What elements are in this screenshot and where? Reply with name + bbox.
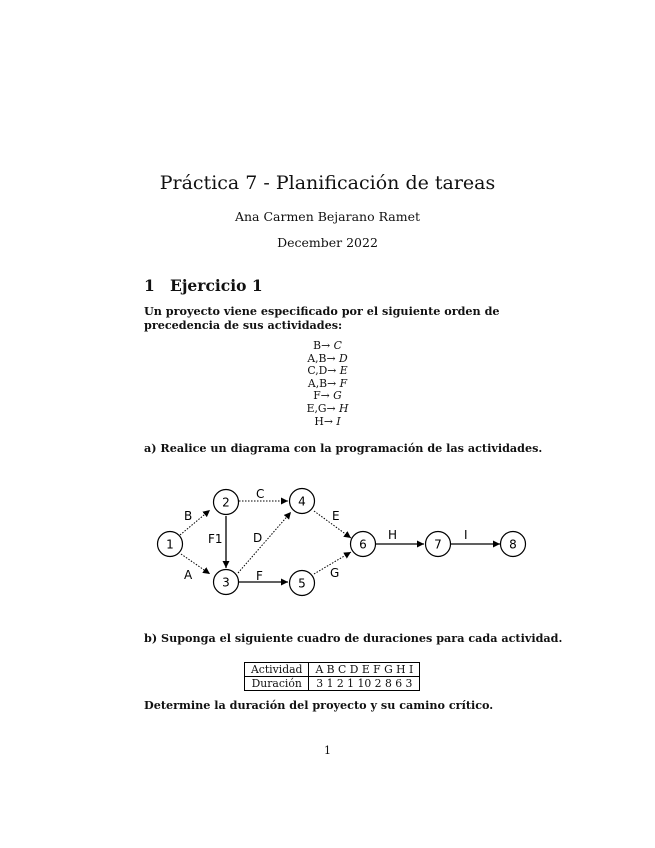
precedence-item: H→ I [314, 414, 341, 428]
author: Ana Carmen Bejarano Ramet [234, 209, 421, 224]
edge-label: F [256, 569, 263, 583]
table-row-values: 3 1 2 1 10 2 8 6 3 [309, 677, 420, 691]
page-title: Práctica 7 - Planificación de tareas [159, 172, 496, 194]
edge-label: G [330, 566, 340, 580]
svg-text:5: 5 [298, 576, 306, 591]
node-7 [426, 532, 451, 557]
node-6 [351, 532, 376, 557]
svg-text:3: 3 [222, 575, 230, 590]
node-5 [290, 571, 315, 596]
precedence-list [0, 340, 655, 428]
intro-paragraph: Un proyecto viene especificado por el siguiente orden de precedencia de sus actividades: [144, 304, 500, 332]
edge-label: C [256, 487, 265, 501]
node-4 [290, 489, 315, 514]
node-3 [214, 570, 239, 595]
precedence-item: A,B→ F [307, 376, 348, 390]
svg-text:1: 1 [166, 537, 174, 552]
precedence-item: F→ G [313, 389, 342, 403]
table-row [245, 677, 420, 691]
precedence-item: E,G→ H [306, 401, 349, 415]
section-heading [144, 276, 263, 295]
edge-label: F1 [208, 532, 223, 546]
section-title: Ejercicio 1 [170, 276, 263, 295]
edge-label: E [332, 509, 340, 523]
precedence-item: C,D→ E [307, 364, 348, 378]
table-row [245, 663, 420, 677]
svg-text:7: 7 [434, 537, 442, 552]
page-number: 1 [324, 744, 331, 757]
svg-text:4: 4 [298, 494, 306, 509]
precedence-item: A,B→ D [307, 351, 348, 365]
duration-table [244, 662, 420, 691]
table-header-values: A B C D E F G H I [309, 663, 420, 677]
edge-label: I [464, 528, 468, 542]
question-b: b) Suponga el siguiente cuadro de duraciones para cada actividad. [144, 631, 563, 645]
question-c: Determine la duración del proyecto y su camino crítico. [144, 698, 494, 712]
edge-D [238, 512, 291, 573]
date: December 2022 [277, 235, 378, 250]
svg-text:2: 2 [222, 495, 230, 510]
edge-label: H [388, 528, 398, 542]
edge-label: A [184, 568, 193, 582]
table-row-label: Duración [245, 677, 309, 691]
node-1 [158, 532, 183, 557]
node-2 [214, 490, 239, 515]
svg-text:6: 6 [359, 537, 367, 552]
precedence-item: B→ C [313, 339, 342, 352]
section-number: 1 [144, 276, 155, 295]
activity-network-diagram [140, 476, 540, 616]
node-8 [501, 532, 526, 557]
edge-label: D [253, 531, 263, 545]
svg-text:8: 8 [509, 537, 517, 552]
question-a: a) Realice un diagrama con la programación de las actividades. [144, 441, 543, 455]
edge-label: B [184, 509, 193, 523]
table-header-label: Actividad [245, 663, 309, 677]
